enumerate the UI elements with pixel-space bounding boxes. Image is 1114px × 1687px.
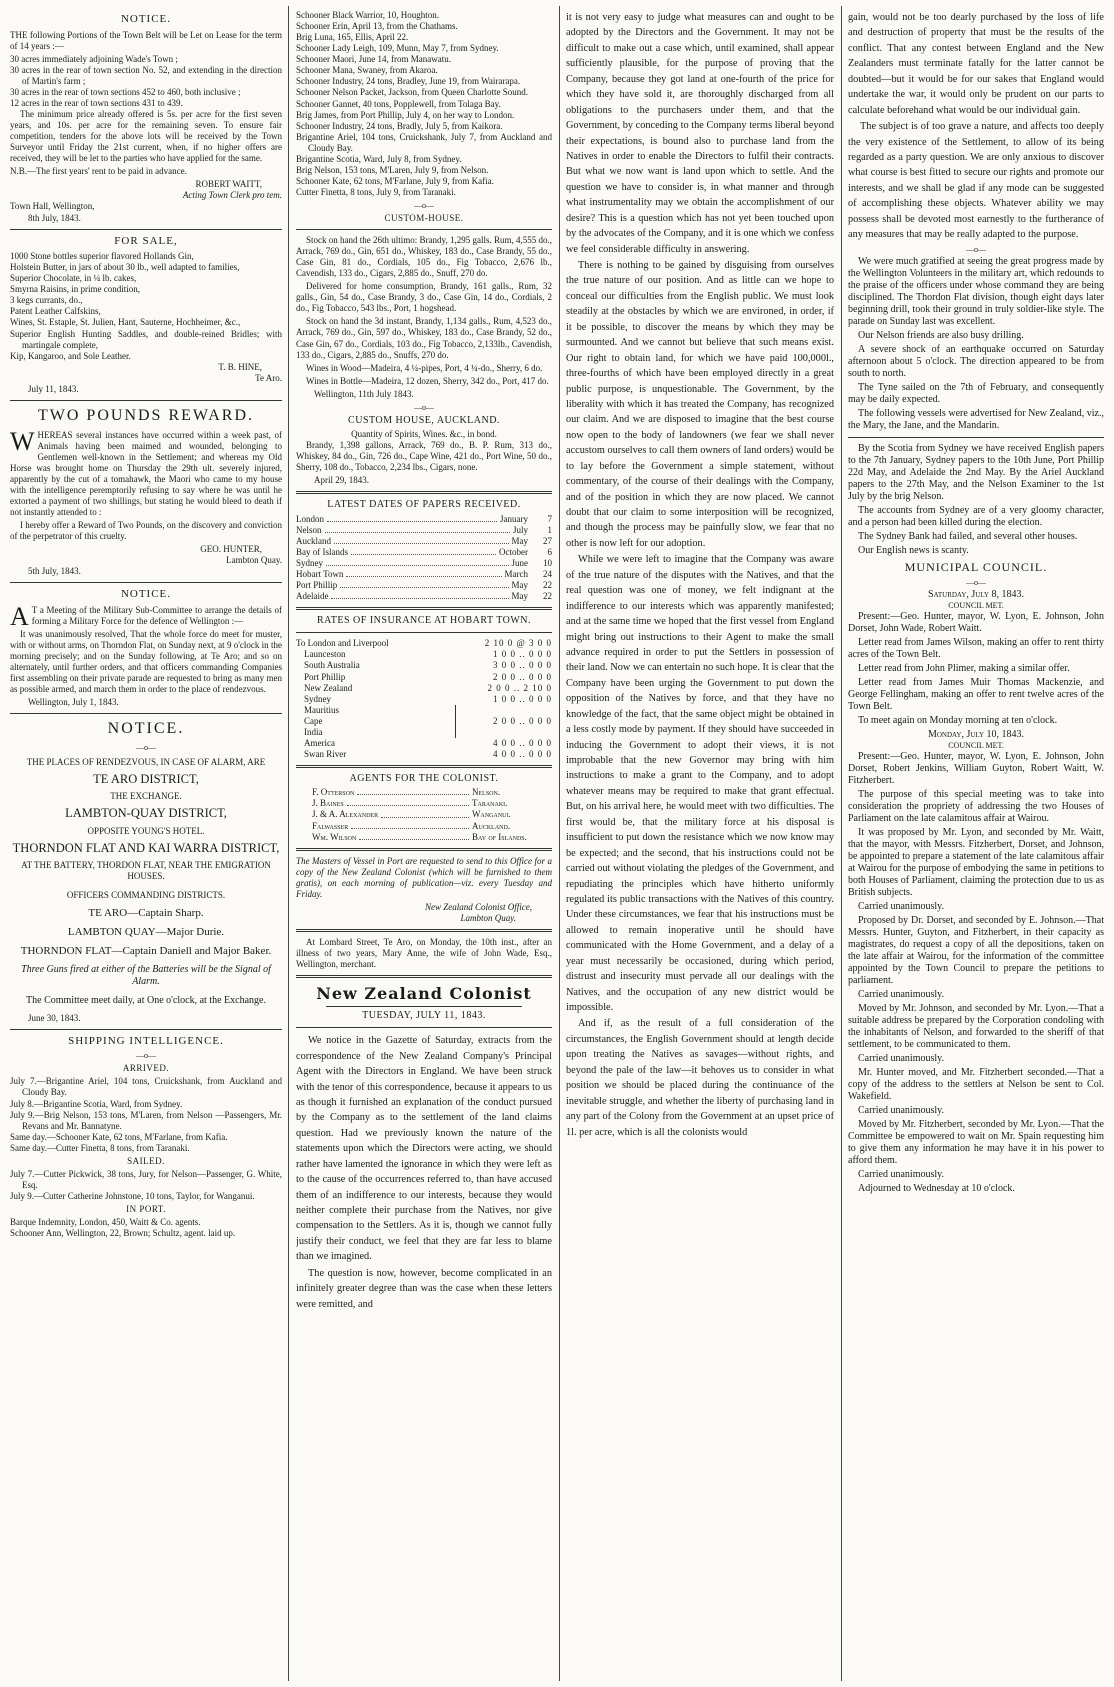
table-row	[296, 809, 552, 820]
row-dest: Cape	[304, 715, 323, 726]
agent-place: Nelson.	[472, 787, 501, 798]
minutes-item: Moved by Mr. Johnson, and seconded by Mr. Lyon.—That a suitable address be prepared by the Corporation condoling with the inhabitants of Nelson, and forwarded to the sheriff of that settlement, to be communicated to them.	[848, 1002, 1104, 1050]
table-row	[296, 660, 552, 671]
list-item: Schooner Mana, Swaney, from Akaroa.	[296, 65, 438, 76]
row-rate: 1 0 0 .. 0 0 0	[493, 649, 552, 660]
list-item: July 7.—Cutter Pickwick, 38 tons, Jury, for Nelson—Passenger, G. White, Esq.	[10, 1168, 282, 1190]
row-day: 6	[547, 546, 552, 557]
list-item: Cutter Finetta, 8 tons, July 9, from Taranaki.	[296, 187, 456, 197]
minutes-item: Moved by Mr. Fitzherbert, seconded by Mr. Lyon.—That the Committee be empowered to wait on Mr. Spain requesting him to give them any information he may have it in his power to afford them.	[848, 1118, 1104, 1166]
list-item: Holstein Butter, in jars of about 30 lb., well adapted to families,	[10, 262, 240, 273]
section-title: AGENTS FOR THE COLONIST.	[349, 773, 499, 785]
signature-place: Te Aro.	[255, 372, 282, 383]
news-paragraph: The Tyne sailed on the 7th of February, and consequently may be daily expected.	[848, 382, 1104, 406]
separator: —o—	[966, 244, 986, 254]
agent-place: Taranaki.	[472, 798, 508, 809]
row-place: Auckland	[296, 535, 331, 546]
meeting-status: COUNCIL MET.	[948, 740, 1004, 750]
customs-wines-wood: Wines in Wood—Madeira, 4 ¼-pipes, Port, 4 ¼-do., Sherry, 6 do.	[306, 362, 543, 373]
ad-date: July 11, 1843.	[28, 383, 79, 394]
list-item: Schooner Ann, Wellington, 22, Brown; Schultz, agent. laid up.	[10, 1228, 236, 1239]
news-paragraph: By the Scotia from Sydney we have received English papers to the 7th January, Sydney papers to the 10th June, Port Phillip 22d May, and Adelaide the 2nd May. By the Ariel Auckland papers to the 27th May, and the Nelson Examiner to the 1st July by the brig Nelson.	[848, 443, 1104, 503]
editorial	[296, 1033, 552, 1312]
table-row	[296, 547, 552, 558]
table-row	[296, 694, 552, 705]
ad-date: 5th July, 1843.	[28, 566, 81, 577]
list-item: 30 acres immediately adjoining Wade's Town ;	[10, 53, 178, 64]
agent-name: Falwasser	[312, 820, 349, 831]
row-place: Hobart Town	[296, 568, 344, 579]
divider	[296, 607, 552, 610]
minutes-item: Letter read from James Wilson, making an offer to rent thirty acres of the Town Belt.	[848, 636, 1104, 660]
notice-date: Wellington, July 1, 1843.	[28, 697, 119, 708]
list-item: 3 kegs currants, do.,	[10, 295, 83, 306]
separator: —o—	[966, 577, 986, 587]
column-1	[10, 10, 282, 1242]
officers-heading: OFFICERS COMMANDING DISTRICTS.	[66, 890, 226, 901]
table-row	[296, 514, 552, 525]
list-item: Same day.—Schooner Kate, 62 tons, M'Farlane, from Kafia.	[10, 1131, 228, 1142]
officer-lambton: LAMBTON QUAY—Major Durie.	[67, 925, 225, 938]
list-item: Brig James, from Port Phillip, July 4, on her way to London.	[296, 109, 515, 120]
officer-thorndon: THORNDON FLAT—Captain Daniell and Major Baker.	[20, 944, 272, 957]
shipping-intelligence	[10, 1035, 282, 1239]
death-notice-text: At Lombard Street, Te Aro, on Monday, the 10th inst., after an illness of two years, Mary Anne, the wife of John Wade, Esq., Wellington, merchant.	[296, 937, 552, 970]
list-item: Same day.—Cutter Finetta, 8 tons, from Taranaki.	[10, 1142, 190, 1153]
section-title: RATES OF INSURANCE AT HOBART TOWN.	[316, 615, 532, 627]
row-rate: 4 0 0 .. 0 0 0	[493, 737, 552, 748]
committee-note: The Committee meet daily, at One o'clock, at the Exchange.	[26, 994, 266, 1006]
row-rate: 3 0 0 .. 0 0 0	[493, 660, 552, 671]
customs-stock: Stock on hand the 26th ultimo: Brandy, 1,295 galls. Rum, 4,555 do., Arrack, 769 do., Gin, 651 do., Whiskey, 183 do., Case Brandy, 55 do., Case Gin, 81 do., Cordials, 105 do., Fig Tobacco, 2,676 lb., Cavendish, 133 do., Cigars, 2,885 do., Snuff, 270 do.	[296, 234, 552, 279]
signature-place: Lambton Quay.	[226, 555, 282, 566]
table-row-group	[296, 705, 552, 738]
district-thorndon: THORNDON FLAT AND KAI WARRA DISTRICT,	[12, 840, 280, 855]
minutes-item: It was proposed by Mr. Lyon, and seconded by Mr. Waitt, that the mayor, with Messrs. Fitzherbert, Dorset, and Johnson, be appointed to prepare a statement of the late calamitous affair at Wairou for the purpose of embodying the same in petitions to both Houses of Parliament, claiming the protection due to us as British subjects.	[848, 826, 1104, 898]
minutes-item: Present:—Geo. Hunter, mayor, W. Lyon, E. Johnson, John Dorset, John Wade, Robert Waitt.	[848, 610, 1104, 634]
subhead-in-port: IN PORT.	[126, 1204, 166, 1215]
subhead-arrived: ARRIVED.	[122, 1063, 170, 1074]
news-paragraph: Our Nelson friends are also busy drilling.	[858, 330, 1024, 342]
ad-title: FOR SALE,	[114, 234, 178, 247]
latest-dates	[296, 499, 552, 602]
editorial-paragraph: it is not very easy to judge what measures can and ought to be adopted by the Directors and the Government. It may not be difficult to make out a case which, until examined, shall appear sufficiently plausible, for the purpose of proving that the Company, because they got land at one-fourth of the price for which they have sold it, are thoroughly discharged from all obligations to the purchasers under them, and that the Government, by conceding to the Company terms liberal beyond their expectations, is bound also to purchase land from the Natives in order to enable the Directors to fulfil their contracts. But what we now want is land upon which to settle. And the question we have to consider is, in what manner and through what instrumentality may we obtain the accomplishment of our desire? This is a question which has not yet been touched upon by the advocates of the Company, and it is one which we confess we feel considerable difficulty in answering.	[566, 12, 834, 255]
notice-title: NOTICE.	[120, 588, 172, 601]
notice-body: T a Meeting of the Military Sub-Committee to arrange the details of forming a Military Force for the defence of Wellington :—	[31, 604, 282, 626]
divider	[10, 229, 282, 230]
customs-wines-bottle: Wines in Bottle—Madeira, 12 dozen, Sherry, 342 do., Port, 417 do.	[306, 375, 549, 386]
officer-te-aro: TE ARO—Captain Sharp.	[88, 907, 204, 920]
list-item: Smyrna Raisins, in prime condition,	[10, 284, 140, 295]
row-dest: Launceston	[304, 649, 346, 660]
row-dest: America	[304, 737, 335, 748]
divider	[10, 713, 282, 714]
list-item: July 9.—Cutter Catherine Johnstone, 10 tons, Taylor, for Wanganui.	[10, 1191, 255, 1201]
list-item: Schooner Black Warrior, 10, Houghton.	[296, 10, 439, 20]
divider	[296, 975, 552, 978]
divider	[296, 229, 552, 230]
notice-body: The minimum price already offered is 5s. per acre for the first seven years, and 10s. per acre for the remaining seven. To ensure fair competition, tenders for the above lots will be received by the Town Surveyor until Friday the 21st current, when, if no higher offers are received, they will be let to the parties who have applied for the same.	[10, 108, 282, 164]
section-title: SHIPPING INTELLIGENCE.	[68, 1034, 224, 1047]
agents	[296, 773, 552, 843]
alarm-signal: Three Guns fired at either of the Batteries will be the Signal of Alarm.	[21, 964, 271, 988]
row-month: May	[511, 591, 528, 601]
for-sale-ad	[10, 235, 282, 395]
list-item: July 8.—Brigantine Scotia, Ward, from Sydney.	[10, 1098, 183, 1109]
row-dest: To London and Liverpool	[296, 638, 389, 649]
minutes-item: The purpose of this special meeting was to take into consideration the propriety of addressing the two Houses of Parliament on the late calamitous affair at Wairou.	[848, 788, 1104, 824]
list-item: Schooner Erin, April 13, from the Chathams.	[296, 21, 458, 32]
table-row	[296, 569, 552, 580]
table-row	[296, 738, 552, 749]
separator: —o—	[136, 1051, 156, 1061]
minutes-item: Adjourned to Wednesday at 10 o'clock.	[858, 1182, 1015, 1194]
section-title: CUSTOM-HOUSE.	[384, 212, 464, 223]
meeting-date: Saturday, July 8, 1843.	[928, 589, 1024, 601]
row-month: January	[500, 513, 528, 524]
notice-date: 8th July, 1843.	[28, 212, 81, 223]
row-month: July	[512, 524, 528, 535]
column-rule	[559, 6, 560, 1681]
section-title: CUSTOM HOUSE, AUCKLAND.	[348, 414, 500, 426]
district-te-aro: TE ARO DISTRICT,	[93, 772, 199, 787]
notice-title: NOTICE.	[107, 720, 185, 738]
column-2	[296, 10, 552, 1315]
agent-name: Wm. Wilson	[312, 831, 357, 842]
section-title: LATEST DATES OF PAPERS RECEIVED.	[327, 499, 521, 511]
news-paragraph: The following vessels were advertised for New Zealand, viz., the Mary, the Jane, and the Mandarin.	[848, 408, 1104, 432]
table-row	[296, 683, 552, 694]
minutes-item: Carried unanimously.	[858, 1104, 945, 1116]
notice-intro: THE following Portions of the Town Belt will be Let on Lease for the term of 14 years :—	[10, 29, 282, 51]
agent-name: F. Otterson	[312, 787, 355, 798]
english-news	[848, 443, 1104, 557]
custom-house	[296, 213, 552, 400]
notice-title: NOTICE.	[120, 13, 172, 25]
minutes-item: Proposed by Dr. Dorset, and seconded by E. Johnson.—That Messrs. Hunter, Guyton, and Fitzherbert, in their capacity as magistrates, do request a copy of all the depositions, taken on the late affair at Wairou, for the information of the committee appointed by the Town Council to prepare the petitions to parliament.	[848, 914, 1104, 986]
news-paragraph: A severe shock of an earthquake occurred on Saturday afternoon about 5 o'clock. The direction appeared to be from south to north.	[848, 344, 1104, 380]
separator: —o—	[414, 402, 434, 412]
minutes-item: Carried unanimously.	[858, 1052, 945, 1064]
divider	[296, 765, 552, 768]
section-subtitle: Quantity of Spirits, Wines. &c., in bond.	[351, 428, 497, 439]
table-row	[296, 832, 552, 843]
list-item: Schooner Kate, 62 tons, M'Farlane, July 9, from Kafia.	[296, 175, 494, 186]
masthead: New Zealand Colonist	[316, 984, 532, 1004]
list-item: Barque Indemnity, London, 450, Waitt & Co. agents.	[10, 1217, 201, 1228]
drop-cap: A	[10, 601, 29, 631]
row-place: Nelson	[296, 524, 322, 535]
divider	[10, 582, 282, 583]
list-item: 30 acres in the rear of town section No. 52, and extending in the direction of Martin's farm ;	[10, 64, 282, 86]
minutes-item: Mr. Hunter moved, and Mr. Fitzherbert seconded.—That a copy of the address to the settlers at Nelson be sent to Col. Wakefield.	[848, 1066, 1104, 1102]
row-place: London	[296, 513, 324, 524]
minutes-item: Carried unanimously.	[858, 900, 945, 912]
table-row	[296, 638, 552, 649]
list-item: Kip, Kangaroo, and Sole Leather.	[10, 350, 131, 361]
divider	[326, 1006, 522, 1007]
list-item: Schooner Nelson Packet, Jackson, from Queen Charlotte Sound.	[296, 87, 528, 98]
list-item: Brig Luna, 165, Ellis, April 22.	[296, 32, 409, 43]
notice-body-2: It was unanimously resolved, That the whole force do meet for muster, with or without arms, on Thorndon Flat, on Sunday next, at 9 o'clock in the morning precisely; and on the Sunday following, at Te Aro; and so on alternately, until further orders, and that officers commanding Companies first assembling on their private parade are requested to bring as many men as possible armed, and march them in order to the place of rendezvous.	[10, 629, 282, 695]
minutes-item: Carried unanimously.	[858, 1168, 945, 1180]
district-thorndon-place: AT THE BATTERY, THORDON FLAT, NEAR THE EMIGRATION HOUSES.	[21, 860, 271, 882]
notice-date: June 30, 1843.	[28, 1012, 81, 1023]
divider	[296, 1027, 552, 1028]
separator: —o—	[414, 201, 434, 211]
editorial-paragraph: The question is now, however, become complicated in an infinitely greater degree than was the case when these letters were remitted, and	[296, 1267, 552, 1310]
row-place: Bay of Islands	[296, 546, 348, 557]
list-item: Schooner Maori, June 14, from Manawatu.	[296, 54, 451, 65]
vessels-in-port	[296, 10, 552, 198]
table-row	[296, 580, 552, 591]
agent-place: Auckland.	[472, 820, 511, 831]
row-place: Port Phillip	[296, 579, 338, 590]
list-item: Schooner Lady Leigh, 109, Munn, May 7, from Sydney.	[296, 43, 499, 54]
row-dest: Swan River	[304, 748, 347, 759]
news-paragraph: The Sydney Bank had failed, and several other houses.	[858, 531, 1078, 543]
divider	[10, 1029, 282, 1030]
reward-ad	[10, 406, 282, 577]
divider	[296, 848, 552, 851]
row-dest: Port Phillip	[304, 671, 346, 682]
editorial-paragraph: The subject is of too grave a nature, and affects too deeply the very existence of the Settlement, to allow of its being regarded as a party question. We are only anxious to discover what course is best fitted to secure our rights and promote our interests, and we shall be glad if any mode can be suggested of accomplishing these objects. Whatever ability we may possess shall be devoted most earnestly to the furtherance of any measures that may be really adapted to the purpose.	[848, 121, 1104, 241]
list-item: 1000 Stone bottles superior flavored Hollands Gin,	[10, 251, 194, 262]
table-row	[296, 558, 552, 569]
list-item: Superior Chocolate, in ¼ lb. cakes,	[10, 273, 137, 284]
insurance-rates	[296, 615, 552, 760]
municipal-council	[848, 560, 1104, 1194]
row-day: 1	[547, 524, 552, 535]
list-item: Schooner Gannet, 40 tons, Popplewell, from Tolaga Bay.	[296, 98, 501, 109]
list-item: July 9.—Brig Nelson, 153 tons, M'Laren, from Nelson —Passengers, Mr. Revans and Mr. Bannatyne.	[10, 1109, 282, 1131]
row-month: October	[499, 546, 528, 557]
list-item: Schooner Industry, 24 tons, Bradley, June 19, from Wairarapa.	[296, 76, 521, 87]
table-row	[296, 787, 552, 798]
news-paragraph: Our English news is scanty.	[858, 545, 969, 557]
column-rule	[841, 6, 842, 1681]
row-month: May	[511, 579, 528, 590]
signature: GEO. HUNTER,	[200, 544, 262, 555]
editorial-paragraph: gain, would not be too dearly purchased by the loss of life and destruction of property that must be the results of the conflict. That any contest between England and the New Zealanders must terminate fatally for the latter cannot be doubted—but it would be for our sakes that England would undertake the war, it would only be prudent on our parts to calculate beforehand what would be our individual gain.	[848, 12, 1104, 116]
minutes-item: Carried unanimously.	[858, 988, 945, 1000]
agent-name: J. Baines	[312, 798, 344, 809]
list-item: Brigantine Scotia, Ward, July 8, from Sydney.	[296, 153, 462, 164]
masters-sig: New Zealand Colonist Office,	[425, 901, 532, 912]
list-item: Wines, St. Estaple, St. Julien, Hant, Sauterne, Hochheimer, &c.,	[10, 317, 241, 328]
agent-place: Bay of Islands.	[472, 831, 527, 842]
row-day: 22	[543, 591, 552, 601]
ad-title: TWO POUNDS REWARD.	[38, 406, 254, 424]
customs-date: Wellington, 11th July 1843.	[314, 388, 414, 399]
editorial-end	[848, 10, 1104, 243]
column-4	[848, 10, 1104, 1198]
divider	[296, 929, 552, 932]
section-title: MUNICIPAL COUNCIL.	[904, 560, 1048, 575]
row-dest: Mauritius	[304, 704, 339, 715]
editorial-paragraph: We notice in the Gazette of Saturday, extracts from the correspondence of the New Zealand Company's Principal Agent with the Directors in England. We have been struck with the tenor of this correspondence, because it appears to us as though it furnished an explanation of the conduct pursued by the Company as to the settlement of the land claims question. Had we previously known the nature of the statements upon which the Directors were acting, we should rather have lamented the ignorance in which they were left as to the cause of the occurrences referred to, than have accused them of an indifference to our interests, because they would neither complete their purchase from the Natives, nor give compensation to the Settlers. As it is, though we cannot fully justify their conduct, we feel that they are far less to blame than we imagined.	[296, 1035, 552, 1263]
table-row	[296, 591, 552, 602]
table-row	[296, 749, 552, 760]
minutes-item: Present:—Geo. Hunter, mayor, W. Lyon, E. Johnson, John Dorset, Robert Jenkins, William Guyton, Robert Waitt, W. Fitzherbert.	[848, 750, 1104, 786]
row-month: June	[511, 557, 528, 568]
row-dest: South Australia	[304, 660, 360, 671]
divider	[296, 491, 552, 494]
military-notice	[10, 588, 282, 708]
table-row	[296, 536, 552, 547]
drop-cap: W	[10, 426, 35, 456]
row-dest: India	[304, 726, 323, 737]
editorial-paragraph: While we were left to imagine that the Company was aware of the true nature of the disputes with the Natives, and that the real question was one of money, we felt indignant at the indifference to our interests which was apparently manifested; and at the same time we hoped that the first vessel from England might bring out instructions to their Agent to make the small advance required in order to put the Settlers in possession of their land. Now we can entertain no such hope. It is clear that the Company have been urging the Government to put down the opposition of the Natives by force, and that they have no knowledge of the fact, that the same object might be obtained in a less costly mode by payment. If they should have succeeded in inducing the Government to adopt their views, it is not improbable that the new Governor may bring with him instructions to make a grant to the Company, and to adopt whatever means may be required to make that grant effectual. But, on his arrival here, he would meet with two difficulties. The first would be, that the military force at his disposal is insufficient to put down the resistance which we now know may be expected; and the second, that his instructions could not be carried out without violating the pledges of the Government, and repudiating the principles which have hitherto uniformly regulated its public transactions with the Natives of this country. Under these circumstances, we fear that his instructions must be allowed to remain inoperative until he should have communicated with the Home Government, and a delay of a year must necessarily be occasioned, during which period, distrust and insecurity must pervade all our dealings with the Natives, and the occupation of any new district would be impossible.	[566, 554, 834, 1013]
table-row	[296, 798, 552, 809]
row-day: 27	[543, 535, 552, 546]
news-paragraph: The accounts from Sydney are of a very gloomy character, and a person had been killed during the election.	[848, 505, 1104, 529]
customs-stock-2: Stock on hand the 3d instant, Brandy, 1,134 galls., Rum, 4,523 do., Arrack, 769 do., Gin, 597 do., Whiskey, 183 do., Case Brandy, 52 do., Case Gin, 67 do., Cordials, 103 do., Fig Tobacco, 2,133lb., Cavendish, 133 do., Cigars, 2,885 do., Snuffs, 270 do.	[296, 316, 552, 360]
masters-notice	[296, 856, 552, 924]
table-row	[296, 649, 552, 660]
row-month: March	[504, 568, 528, 579]
minutes-item: Letter read from John Plimer, making a similar offer.	[858, 662, 1070, 674]
row-dest: New Zealand	[304, 682, 353, 693]
agent-place: Wanganui.	[472, 809, 511, 820]
news-paragraph: We were much gratified at seeing the great progress made by the Wellington Volunteers in the military art, which redounds to the praise of the officers under whose command they are being disciplined. The Thordon Flat division, though eight days later beginning drill, took their ground in truly soldier-like style. The parade on Sunday last was excellent.	[848, 256, 1104, 328]
divider	[848, 437, 1104, 438]
row-day: 24	[543, 568, 552, 579]
column-3	[566, 10, 834, 1141]
district-lambton: LAMBTON-QUAY DISTRICT,	[65, 806, 227, 821]
row-month: May	[511, 535, 528, 546]
signature: ROBERT WAITT,	[195, 179, 262, 190]
table-row	[296, 821, 552, 832]
signature: T. B. HINE,	[218, 361, 262, 372]
custom-house-auckland	[296, 415, 552, 487]
row-place: Sydney	[296, 557, 323, 568]
row-rate: 2 0 0 .. 2 10 0	[487, 682, 552, 693]
rendezvous-notice	[10, 719, 282, 1024]
subhead-sailed: SAILED.	[127, 1155, 165, 1166]
row-rate: 1 0 0 .. 0 0 0	[493, 693, 552, 704]
town-belt-notice	[10, 13, 282, 224]
meeting-date: Monday, July 10, 1843.	[927, 728, 1025, 740]
ad-body-2: I hereby offer a Reward of Two Pounds, on the discovery and conviction of the perpetrator of this cruelty.	[10, 520, 282, 542]
ad-body: HEREAS several instances have occurred within a week past, of Animals having been maimed and wounded, belonging to Gentlemen well-known in the Settlement; and whereas my Old Horse was brought home on Thursday the 29th ult. severely injured, apparently by the cut of a tomahawk, the Maori who came to my house with the intelligence peremptorily refusing to say where he was until he extorted a payment of two shillings, but stating he would bleed to death if not instantly attended to :	[10, 429, 282, 518]
notice-place: Town Hall, Wellington,	[10, 201, 95, 212]
list-item: 30 acres in the rear of town sections 452 to 460, both inclusive ;	[10, 86, 241, 97]
list-item: Schooner Industry, 24 tons, Bradly, July 5, from Kaikora.	[296, 120, 503, 131]
divider	[10, 400, 282, 401]
masters-body: The Masters of Vessel in Port are requested to send to this Office for a copy of the New Zealand Colonist (which will be furnished to them gratis), on each morning of publication—viz. every Tuesday and Friday.	[296, 855, 552, 899]
notice-nb: N.B.—The first years' rent to be paid in advance.	[10, 166, 187, 177]
auckland-date: April 29, 1843.	[314, 475, 369, 486]
row-rate: 2 0 0 .. 0 0 0	[493, 671, 552, 682]
agent-name: J. & A. Alexander	[312, 809, 379, 820]
row-place: Adelaide	[296, 591, 329, 601]
table-row	[296, 672, 552, 683]
list-item: Brig Nelson, 153 tons, M'Laren, July 9, from Nelson.	[296, 164, 489, 175]
divider	[296, 632, 552, 633]
local-news	[848, 256, 1104, 432]
separator: —o—	[136, 743, 156, 753]
row-day: 7	[547, 513, 552, 524]
row-rate: 4 0 0 .. 0 0 0	[493, 748, 552, 759]
editorial-paragraph: And if, as the result of a full consideration of the circumstances, the English Government should at length decide upon treating the Natives as savages—without rights, and beyond the pale of the law—it behoves us to consider in what position we should be placed during the continuance of the inevitable struggle, and whether the liberty of purchasing land in any part of the Colony from the Government at an upset price of 1l. per acre, which is all the colonists would	[566, 1018, 834, 1138]
editorial-paragraph: There is nothing to be gained by disguising from ourselves the true nature of our position. And as little can we hope to conceal our difficulties from the English public. We must look steadily at the obstacles by which we are environed, in order, if it be possible, to discover the means by which they may be surmounted. And we cannot but believe that such means exist. Our right to obtain land, for which we have paid 100,000l., three-fourths of which have been employed directly in a great public purpose, is unquestionable. The Government, by the liberality with which it has treated the Company, has recognized our claim. And we are disposed to imagine that the best course now open to the body of landowners (we fear we shall never accustom ourselves to call them owners of land orders) would be to lay before the Government a simple statement, without commentary, of the course of their dealings with the Company, and of the position in which they are now placed. We cannot doubt that our claim to some interposition will be recognized, and though the process may be painfully slow, we fear that no other is now left for our adoption.	[566, 260, 834, 549]
meeting-status: COUNCIL MET.	[948, 601, 1004, 611]
row-rate: 2 0 0 .. 0 0 0	[493, 715, 552, 726]
minutes-item: Letter read from James Muir Thomas Mackenzie, and George Fellingham, making an offer to rent twelve acres of the Town Belt.	[848, 676, 1104, 712]
table-row	[296, 525, 552, 536]
list-item: 12 acres in the rear of town sections 431 to 439.	[10, 97, 183, 108]
column-rule	[288, 6, 289, 1681]
auckland-body: Brandy, 1,398 gallons, Arrack, 769 do., B. P. Rum, 313 do., Whiskey, 84 do., Gin, 726 do., Cape Wine, 421 do., Port Wine, 50 do., Sherry, 108 do., Tobacco, 2,234 lbs., Cigars, none.	[296, 440, 552, 473]
row-dest: Sydney	[304, 693, 331, 704]
district-te-aro-place: THE EXCHANGE.	[110, 791, 182, 802]
list-item: Brigantine Ariel, 104 tons, Cruickshank, July 7, from Auckland and Cloudy Bay.	[296, 131, 552, 153]
masters-sig-2: Lambton Quay.	[460, 912, 516, 923]
row-day: 10	[543, 557, 552, 568]
customs-delivered: Delivered for home consumption, Brandy, 161 galls., Rum, 32 galls., Gin, 54 do., Case Brandy, 3 do., Case Gin, 14 do., Cordials, 2 do., Fig Tobacco, 543 lbs., Port, 1 hogshead.	[296, 281, 552, 314]
row-rate: 2 10 0 @ 3 0 0	[484, 638, 552, 649]
row-day: 22	[543, 579, 552, 590]
list-item: July 7.—Brigantine Ariel, 104 tons, Cruickshank, from Auckland and Cloudy Bay.	[10, 1076, 282, 1098]
signature-title: Acting Town Clerk pro tem.	[182, 190, 282, 201]
list-item: Patent Leather Calfskins,	[10, 306, 101, 317]
district-lambton-place: OPPOSITE YOUNG'S HOTEL.	[87, 825, 205, 836]
list-item: Superior English Hunting Saddles, and double-reined Bridles; with martingale complete,	[10, 328, 282, 350]
rendezvous-intro: THE PLACES OF RENDEZVOUS, IN CASE OF ALARM, ARE	[26, 756, 266, 767]
death-notice	[296, 937, 552, 970]
dateline: TUESDAY, JULY 11, 1843.	[362, 1009, 486, 1021]
minutes-item: To meet again on Monday morning at ten o'clock.	[858, 714, 1058, 726]
